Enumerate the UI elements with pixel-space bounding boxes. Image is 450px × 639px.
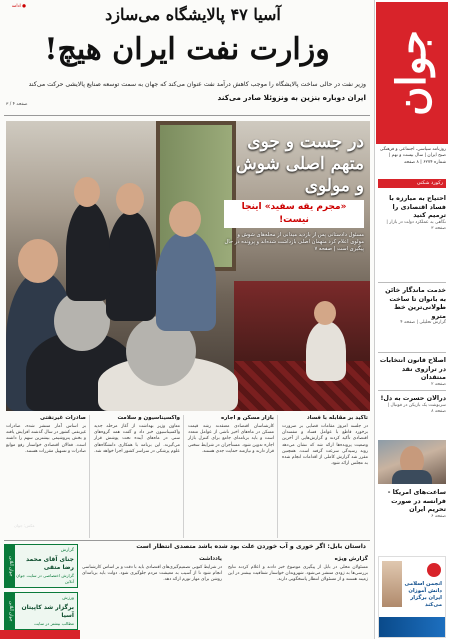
article-title: گزارش ویژه [334,556,368,562]
promo-label: جوان آنلاین [5,593,15,629]
headline-deck: وزیر نفت در حالی ساخت پالایشگاه را موجب کاهش درآمد نفت عنوان می‌کند که جهان به سمت توسعه صنایع پالایشی حرکت می‌کند [28,81,366,88]
top-flag: ● ادامه [11,4,26,9]
photo-credit: عکس: جوان [14,523,35,528]
promo-kicker: گزارش [60,548,74,553]
photo-figure-head [18,239,58,283]
masthead-info: روزنامه سیاسی، اجتماعی و فرهنگی صبح ایران | سال بیست و نهم | شماره ۶۲۷۴ | ۸ صفحه [379,147,446,165]
section-divider [4,540,370,541]
headline-kicker: آسیا ۴۷ پالایشگاه می‌سازد [105,5,281,24]
sidebar-item-title: ساعت‌های امریکا - فرانسه در صورت تحریم ایران [387,488,446,513]
sidebar-divider [378,352,446,353]
sidebar-item-body: گزارش تحلیلی | صفحه ۴ [400,320,446,325]
photo-figure [156,231,216,331]
promo-title: برگزار شد کاپیتان آسیا [21,604,74,619]
article-column[interactable] [282,415,368,538]
sidebar-item-body: نگاهی به عملکرد دولت در بازار | صفحه ۳ [386,219,446,231]
article-column[interactable] [228,556,368,636]
article-title: یادداشت [199,556,222,562]
photo-figure-head [169,201,201,237]
photo-figure-head [314,301,336,325]
article-column[interactable] [6,415,86,538]
masthead-column [374,0,450,639]
sidebar-item[interactable] [378,488,446,520]
article-title: صادرات غیرنفتی [40,415,86,421]
sidebar-photo [378,440,446,484]
promo-subtitle: گزارش اختصاصی در سایت جوان آنلاین [16,573,74,584]
column-divider [277,415,278,538]
section-divider [4,115,370,116]
advertisement[interactable] [378,556,446,638]
ad-strip [379,617,445,637]
photo-caption: مسئول دادستانی پس از بازدید میدانی از محله‌های شوش و مولوی اعلام کرد متهمان اصلی بازداشت شده‌اند و پرونده در حال پیگیری است | صفحه ۷ [224,232,364,252]
main-headline[interactable]: وزارت نفت ایران هیچ! [44,32,330,67]
article-column[interactable] [188,415,274,538]
photo-title[interactable]: در جست و جوی متهم اصلی شوش و مولوی [236,132,364,196]
promo-title: جنای آقای محمد رضا متقی [26,556,74,571]
promo-box[interactable] [4,592,78,630]
footer-accent-bar [0,630,80,639]
promo-kicker: ورزش [62,596,74,601]
photo-figure [66,201,110,301]
article-body: کارشناسان اقتصادی معتقدند رشد قیمت مسکن در ماه‌های اخیر ناشی از عوامل متعدد است و باید برنامه‌ای جامع برای کنترل بازار اجاره تدوین شود. مستأجران در شرایط سختی قرار دارند و نیازمند حمایت جدی هستند. [188,424,274,454]
article-title: بازار مسکن و اجاره [221,415,274,421]
bottom-headline[interactable]: داستان بابل: اگر خوری و آب خوردن علت بود شده باشد متصدی انتظار است [136,543,366,550]
article-title: واکسیناسیون و سلامت [117,415,180,421]
sidebar-divider [378,282,446,283]
column-divider [183,415,184,538]
article-column[interactable] [82,556,222,636]
page-reference: صفحه ۴ / ۳ [6,102,28,107]
ad-emblem-icon [427,563,441,577]
article-body: معاون وزیر بهداشت از آغاز مرحله جدید واکسیناسیون خبر داد و گفت همه گروه‌های سنی در ماه‌های آینده تحت پوشش قرار می‌گیرند. این برنامه با همکاری دانشگاه‌های علوم پزشکی در سراسر کشور اجرا خواهد شد. [94,424,180,454]
article-body: در شرایط کنونی تصمیم‌گیری‌های اقتصادی باید با دقت و بر اساس کارشناسی انجام شود تا از آسیب به معیشت مردم جلوگیری شود. دولت باید برنامه‌ای روشن برای مهار تورم ارائه دهد. [82,565,222,583]
article-body: مسئولان محلی در بابل از پیگیری موضوع خبر دادند و اعلام کردند نتایج بررسی‌ها به زودی منتشر می‌شود. شهروندان خواستار شفافیت بیشتر در این زمینه هستند و از مسئولان انتظار پاسخگویی دارند. [228,565,368,583]
promo-label: جوان آنلاین [5,545,15,587]
sidebar-item[interactable] [378,356,446,388]
headline-subdeck: ایران دوباره بنزین به ونزوئلا صادر می‌کند [217,93,366,102]
photo-carpet [234,361,370,411]
sidebar-item[interactable] [378,286,446,326]
newspaper-logo: جوان [388,30,435,116]
photo-overlay [224,131,364,253]
sidebar-item-body: سرنوشت یک بازیکن در فوتبال | صفحه ۸ [387,402,446,414]
photo-figure [106,211,156,321]
sidebar-item[interactable] [378,194,446,232]
masthead-tag: رکورد شکنی [378,179,446,188]
photo-figure [306,321,346,381]
sidebar-item-title: اصلاح قانون انتخابات در ترازوی نقد منتقدان [379,356,446,381]
masthead-logo-box [376,2,448,144]
sidebar-item-body: صفحه ۲ [431,381,446,387]
sidebar-item-body: صفحه ۶ [431,513,446,519]
article-body: در جلسه امروز مقامات قضایی بر ضرورت برخورد قاطع با عوامل فساد و مفسدان اقتصادی تأکید کردند و گزارش‌هایی از آخرین وضعیت پرونده‌ها ارائه شد که نشان می‌دهد روند رسیدگی سرعت گرفته است. همچنین مقرر شد گزارش کاملی از اقدامات انجام شده به مجلس ارائه شود. [282,424,368,467]
promo-box[interactable] [4,544,78,588]
sidebar-divider [378,390,446,391]
column-divider [89,415,90,538]
sidebar-item-title: احتیاج به مبارزه با فساد اقتصادی را ترمیم کنید [389,194,446,219]
article-body: بر اساس آمار منتشر شده، صادرات غیرنفتی کشور در سال گذشته افزایش یافته و بخش پتروشیمی بیشترین سهم را داشته است. فعالان اقتصادی خواستار رفع موانع صادرات و تسهیل مقررات هستند. [6,424,86,454]
photo-tag: «مجرم یقه سفید» اینجا نیست! [224,200,364,228]
promo-subtitle: مطالب بیشتر در سایت [33,620,74,626]
photo-body [392,470,432,484]
sidebar-item-title: درالان حسرت به دل! [380,394,446,402]
sidebar-item-title: خدمت ماندگار خائن به بانوان تا ساخت طولانی‌ترین خط مترو [385,286,446,320]
ad-title: انجمن اسلامی دانش آموزان ایران برگزار می‌کند [404,581,442,608]
sidebar-item[interactable] [378,394,446,415]
article-title: تاکید بر مقابله با فساد [306,415,368,421]
article-column[interactable] [94,415,180,538]
photo-figure-head [74,177,100,207]
photo-figure-head [116,183,144,215]
